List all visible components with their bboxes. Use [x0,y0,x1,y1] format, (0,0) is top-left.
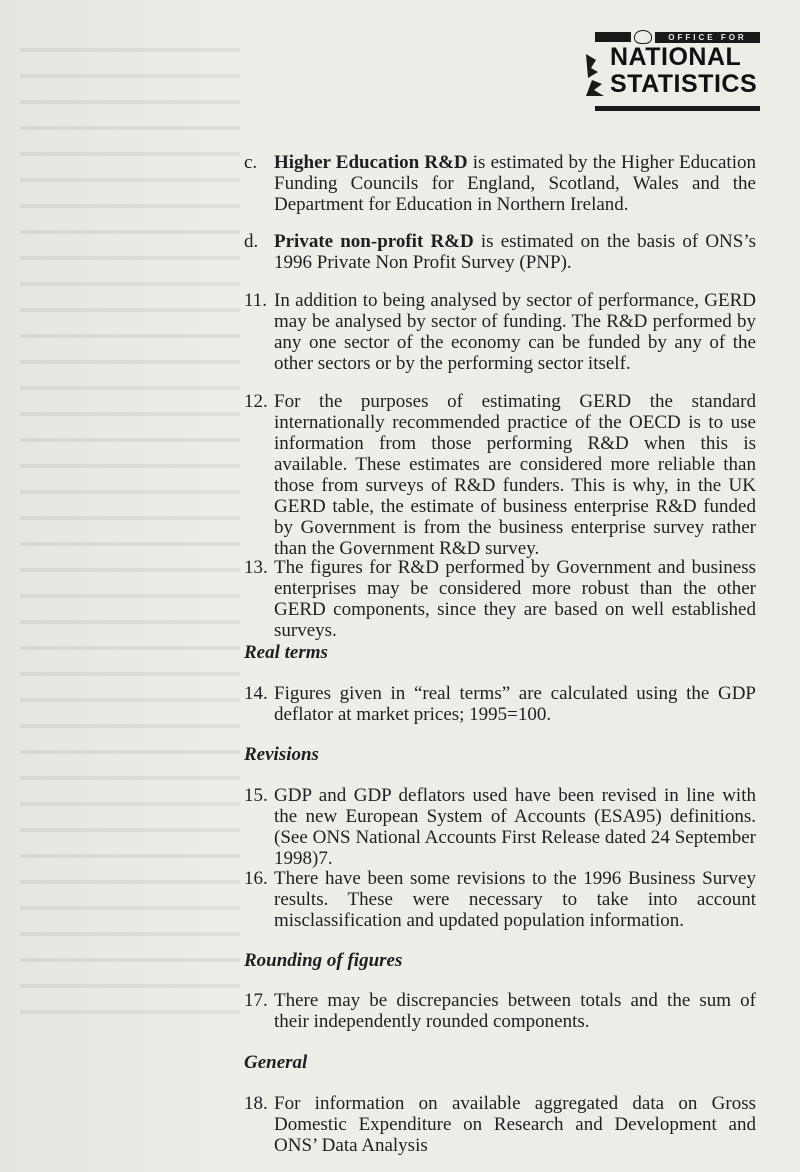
paragraph-number: 14. [244,683,268,704]
paragraph-11 [244,290,764,376]
ons-logo [570,30,765,114]
logo-title-line1: NATIONAL [610,43,742,71]
paragraph-18 [244,1093,764,1156]
paragraph-number: 17. [244,990,268,1011]
logo-title [610,44,757,98]
paragraph-d [244,231,764,275]
bleed-through-texture [20,30,240,1030]
paragraph-text [274,231,756,273]
logo-band-text: OFFICE FOR [655,32,760,43]
paragraph-body: is estimated on the basis of ONS’s 1996 Private Non Profit Survey (PNP). [274,231,757,273]
paragraph-number: d. [244,231,259,252]
crest-icon [634,30,652,44]
paragraph-13 [244,557,764,641]
logo-rule [595,106,760,111]
paragraph-text [274,152,756,215]
paragraph-17 [244,990,764,1034]
paragraph-number: 15. [244,785,268,806]
paragraph-number: 16. [244,868,268,889]
paragraph-text: There have been some revisions to the 1996 Business Survey results. These were necessary to take into account misclassification and updated population information. [274,868,756,931]
paragraph-text: GDP and GDP deflators used have been revised in line with the new European System of Accounts (ESA95) definitions. (See ONS National Accounts First Release dated 24 September 1998)7. [274,785,756,869]
paragraph-text: For the purposes of estimating GERD the standard internationally recommended practice of the OECD is to use information from those performing R&D when this is available. These estimates are considered more reliable than those from surveys of R&D funders. This is why, in the UK GERD table, the estimate of business enterprise R&D funded by Government is from the business enterprise survey rather than the Government R&D survey. [274,391,756,559]
paragraph-lead: Higher Education R&D [274,152,468,173]
paragraph-lead: Private non-profit R&D [274,231,474,252]
paragraph-text: The figures for R&D performed by Government and business enterprises may be considered more robust than the other GERD components, since they are based on well established surveys. [274,557,756,641]
ons-figure-icon [582,50,608,100]
logo-title-line2: STATISTICS [610,70,758,98]
paragraph-c [244,152,764,216]
paragraph-text: For information on available aggregated data on Gross Domestic Expenditure on Research and Development and ONS’ Data Analysis [274,1093,756,1156]
paragraph-16 [244,868,764,932]
heading-real-terms: Real terms [244,642,328,663]
logo-band-block [595,32,631,42]
paragraph-number: 12. [244,391,268,412]
paragraph-text: In addition to being analysed by sector of performance, GERD may be analysed by sector of funding. The R&D performed by any one sector of the economy can be funded by any of the other sectors or by the performing sector itself. [274,290,756,374]
paragraph-number: 13. [244,557,268,578]
heading-rounding: Rounding of figures [244,950,403,971]
logo-band [595,30,760,44]
paragraph-number: 18. [244,1093,268,1114]
paragraph-12 [244,391,764,559]
paragraph-14 [244,683,764,727]
heading-general: General [244,1052,308,1073]
paragraph-number: c. [244,152,258,173]
heading-revisions: Revisions [244,744,319,765]
paragraph-text: Figures given in “real terms” are calculated using the GDP deflator at market prices; 1995=100. [274,683,756,725]
paragraph-number: 11. [244,290,268,311]
paragraph-15 [244,785,764,869]
paragraph-body: is estimated by the Higher Education Funding Councils for England, Scotland, Wales and the Department for Education in Northern Ireland. [274,152,756,215]
paragraph-text: There may be discrepancies between totals and the sum of their independently rounded components. [274,990,756,1032]
